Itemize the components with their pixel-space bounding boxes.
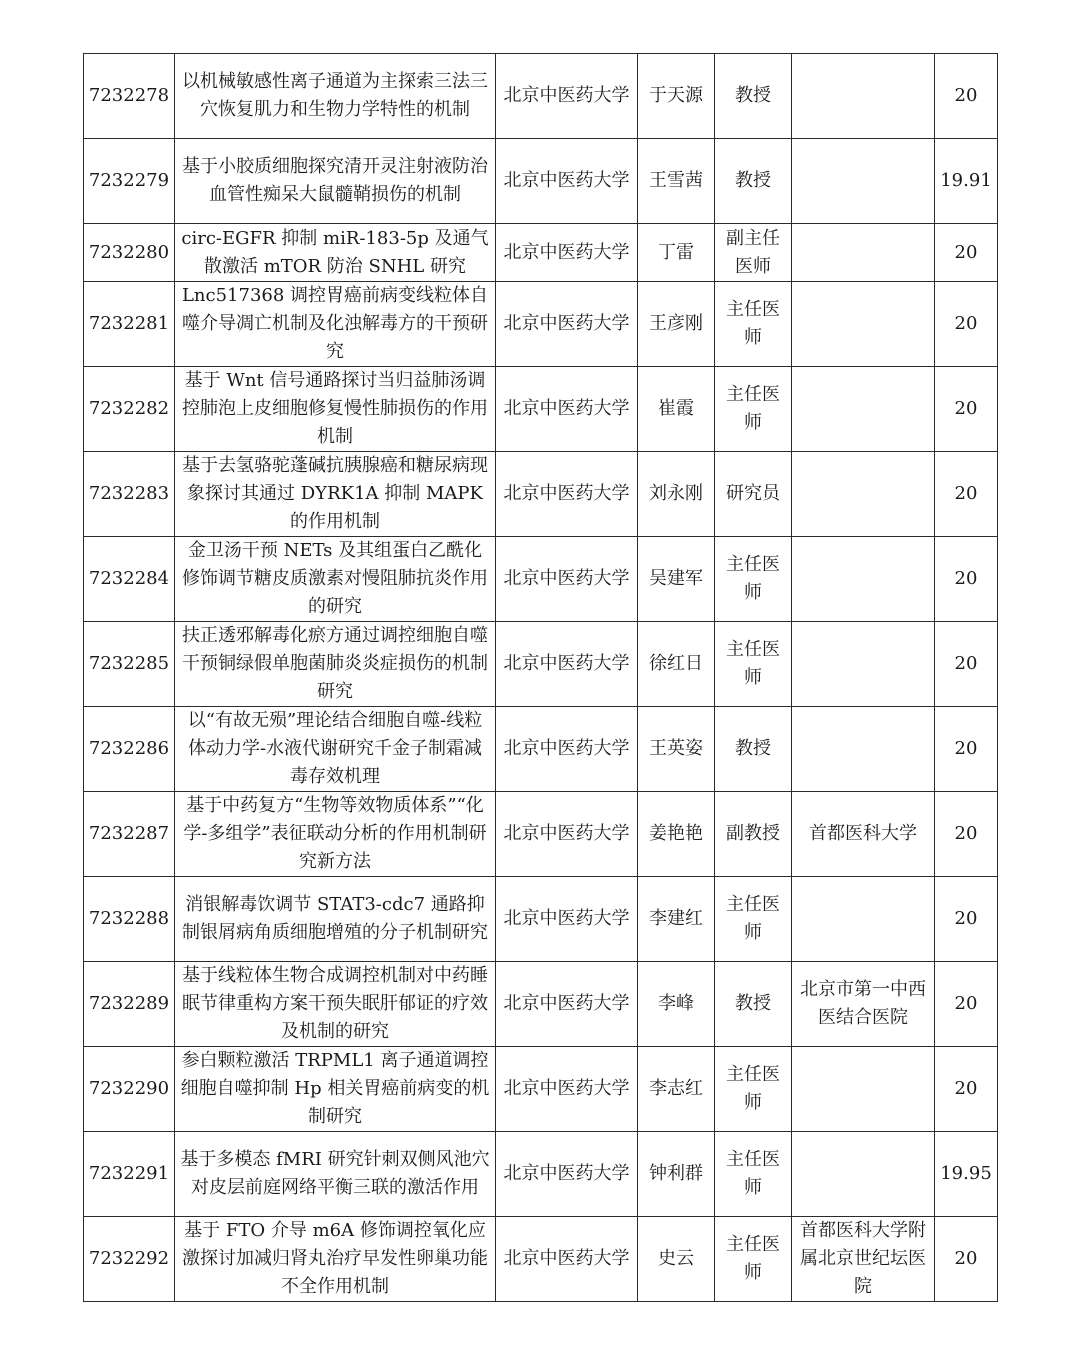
project-id-cell: 7232278	[84, 54, 175, 139]
institution-cell: 北京中医药大学	[496, 877, 638, 962]
project-title-cell: 基于 Wnt 信号通路探讨当归益肺汤调控肺泡上皮细胞修复慢性肺损伤的作用机制	[175, 367, 496, 452]
table-row	[84, 1047, 998, 1132]
institution-cell: 北京中医药大学	[496, 452, 638, 537]
principal-investigator-cell: 崔霞	[638, 367, 715, 452]
professional-title-cell: 主任医师	[715, 1217, 792, 1302]
table-body	[84, 54, 998, 1302]
table-row	[84, 54, 998, 139]
project-id-cell: 7232288	[84, 877, 175, 962]
partner-institution-cell	[792, 877, 935, 962]
project-id-cell: 7232282	[84, 367, 175, 452]
partner-institution-cell: 北京市第一中西医结合医院	[792, 962, 935, 1047]
principal-investigator-cell: 王英姿	[638, 707, 715, 792]
table-row	[84, 452, 998, 537]
partner-institution-cell	[792, 282, 935, 367]
institution-cell: 北京中医药大学	[496, 282, 638, 367]
professional-title-cell: 教授	[715, 707, 792, 792]
table-row	[84, 224, 998, 282]
principal-investigator-cell: 于天源	[638, 54, 715, 139]
institution-cell: 北京中医药大学	[496, 367, 638, 452]
funding-amount-cell: 20	[935, 622, 998, 707]
principal-investigator-cell: 史云	[638, 1217, 715, 1302]
principal-investigator-cell: 李建红	[638, 877, 715, 962]
principal-investigator-cell: 徐红日	[638, 622, 715, 707]
funding-amount-cell: 20	[935, 452, 998, 537]
project-title-cell: 以机械敏感性离子通道为主探索三法三穴恢复肌力和生物力学特性的机制	[175, 54, 496, 139]
partner-institution-cell: 首都医科大学	[792, 792, 935, 877]
funding-amount-cell: 20	[935, 707, 998, 792]
professional-title-cell: 主任医师	[715, 622, 792, 707]
principal-investigator-cell: 吴建军	[638, 537, 715, 622]
institution-cell: 北京中医药大学	[496, 139, 638, 224]
project-title-cell: circ-EGFR 抑制 miR-183-5p 及通气散激活 mTOR 防治 SNHL 研究	[175, 224, 496, 282]
funding-amount-cell: 20	[935, 962, 998, 1047]
project-id-cell: 7232289	[84, 962, 175, 1047]
project-id-cell: 7232285	[84, 622, 175, 707]
project-title-cell: 消银解毒饮调节 STAT3-cdc7 通路抑制银屑病角质细胞增殖的分子机制研究	[175, 877, 496, 962]
partner-institution-cell	[792, 622, 935, 707]
partner-institution-cell	[792, 1047, 935, 1132]
professional-title-cell: 教授	[715, 962, 792, 1047]
project-id-cell: 7232284	[84, 537, 175, 622]
table-row	[84, 962, 998, 1047]
project-title-cell: 基于小胶质细胞探究清开灵注射液防治血管性痴呆大鼠髓鞘损伤的机制	[175, 139, 496, 224]
principal-investigator-cell: 丁雷	[638, 224, 715, 282]
professional-title-cell: 主任医师	[715, 1047, 792, 1132]
institution-cell: 北京中医药大学	[496, 1132, 638, 1217]
professional-title-cell: 教授	[715, 139, 792, 224]
institution-cell: 北京中医药大学	[496, 224, 638, 282]
table-row	[84, 367, 998, 452]
project-id-cell: 7232280	[84, 224, 175, 282]
institution-cell: 北京中医药大学	[496, 792, 638, 877]
project-id-cell: 7232279	[84, 139, 175, 224]
funding-amount-cell: 20	[935, 54, 998, 139]
funding-amount-cell: 20	[935, 1047, 998, 1132]
table-row	[84, 792, 998, 877]
project-title-cell: 基于多模态 fMRI 研究针刺双侧风池穴对皮层前庭网络平衡三联的激活作用	[175, 1132, 496, 1217]
project-title-cell: 扶正透邪解毒化瘀方通过调控细胞自噬干预铜绿假单胞菌肺炎炎症损伤的机制研究	[175, 622, 496, 707]
institution-cell: 北京中医药大学	[496, 962, 638, 1047]
project-id-cell: 7232290	[84, 1047, 175, 1132]
professional-title-cell: 副教授	[715, 792, 792, 877]
funding-amount-cell: 20	[935, 224, 998, 282]
table-row	[84, 537, 998, 622]
partner-institution-cell	[792, 139, 935, 224]
partner-institution-cell	[792, 224, 935, 282]
partner-institution-cell	[792, 54, 935, 139]
project-title-cell: 基于中药复方“生物等效物质体系”“化学-多组学”表征联动分析的作用机制研究新方法	[175, 792, 496, 877]
project-id-cell: 7232287	[84, 792, 175, 877]
funding-amount-cell: 19.91	[935, 139, 998, 224]
principal-investigator-cell: 钟利群	[638, 1132, 715, 1217]
project-title-cell: Lnc517368 调控胃癌前病变线粒体自噬介导凋亡机制及化浊解毒方的干预研究	[175, 282, 496, 367]
table-row	[84, 622, 998, 707]
project-id-cell: 7232286	[84, 707, 175, 792]
table-row	[84, 139, 998, 224]
project-title-cell: 参白颗粒激活 TRPML1 离子通道调控细胞自噬抑制 Hp 相关胃癌前病变的机制研究	[175, 1047, 496, 1132]
professional-title-cell: 主任医师	[715, 877, 792, 962]
partner-institution-cell: 首都医科大学附属北京世纪坛医院	[792, 1217, 935, 1302]
institution-cell: 北京中医药大学	[496, 1217, 638, 1302]
project-id-cell: 7232283	[84, 452, 175, 537]
principal-investigator-cell: 王雪茜	[638, 139, 715, 224]
funding-amount-cell: 20	[935, 877, 998, 962]
partner-institution-cell	[792, 1132, 935, 1217]
grant-table	[83, 53, 998, 1302]
partner-institution-cell	[792, 367, 935, 452]
principal-investigator-cell: 姜艳艳	[638, 792, 715, 877]
professional-title-cell: 研究员	[715, 452, 792, 537]
professional-title-cell: 教授	[715, 54, 792, 139]
institution-cell: 北京中医药大学	[496, 707, 638, 792]
table-row	[84, 707, 998, 792]
professional-title-cell: 主任医师	[715, 367, 792, 452]
project-id-cell: 7232291	[84, 1132, 175, 1217]
funding-amount-cell: 20	[935, 367, 998, 452]
table-row	[84, 282, 998, 367]
funding-amount-cell: 20	[935, 1217, 998, 1302]
funding-amount-cell: 20	[935, 792, 998, 877]
table-row	[84, 1132, 998, 1217]
professional-title-cell: 副主任医师	[715, 224, 792, 282]
principal-investigator-cell: 李志红	[638, 1047, 715, 1132]
professional-title-cell: 主任医师	[715, 537, 792, 622]
institution-cell: 北京中医药大学	[496, 54, 638, 139]
project-title-cell: 基于线粒体生物合成调控机制对中药睡眠节律重构方案干预失眠肝郁证的疗效及机制的研究	[175, 962, 496, 1047]
partner-institution-cell	[792, 707, 935, 792]
partner-institution-cell	[792, 537, 935, 622]
principal-investigator-cell: 王彦刚	[638, 282, 715, 367]
professional-title-cell: 主任医师	[715, 282, 792, 367]
project-title-cell: 金卫汤干预 NETs 及其组蛋白乙酰化修饰调节糖皮质激素对慢阻肺抗炎作用的研究	[175, 537, 496, 622]
project-title-cell: 基于 FTO 介导 m6A 修饰调控氧化应激探讨加减归肾丸治疗早发性卵巢功能不全作用机制	[175, 1217, 496, 1302]
project-title-cell: 以“有故无殒”理论结合细胞自噬-线粒体动力学-水液代谢研究千金子制霜减毒存效机理	[175, 707, 496, 792]
institution-cell: 北京中医药大学	[496, 1047, 638, 1132]
partner-institution-cell	[792, 452, 935, 537]
project-id-cell: 7232281	[84, 282, 175, 367]
table-row	[84, 1217, 998, 1302]
professional-title-cell: 主任医师	[715, 1132, 792, 1217]
table-row	[84, 877, 998, 962]
principal-investigator-cell: 刘永刚	[638, 452, 715, 537]
project-title-cell: 基于去氢骆驼蓬碱抗胰腺癌和糖尿病现象探讨其通过 DYRK1A 抑制 MAPK 的作用机制	[175, 452, 496, 537]
funding-amount-cell: 19.95	[935, 1132, 998, 1217]
funding-amount-cell: 20	[935, 537, 998, 622]
institution-cell: 北京中医药大学	[496, 622, 638, 707]
project-id-cell: 7232292	[84, 1217, 175, 1302]
funding-amount-cell: 20	[935, 282, 998, 367]
principal-investigator-cell: 李峰	[638, 962, 715, 1047]
institution-cell: 北京中医药大学	[496, 537, 638, 622]
